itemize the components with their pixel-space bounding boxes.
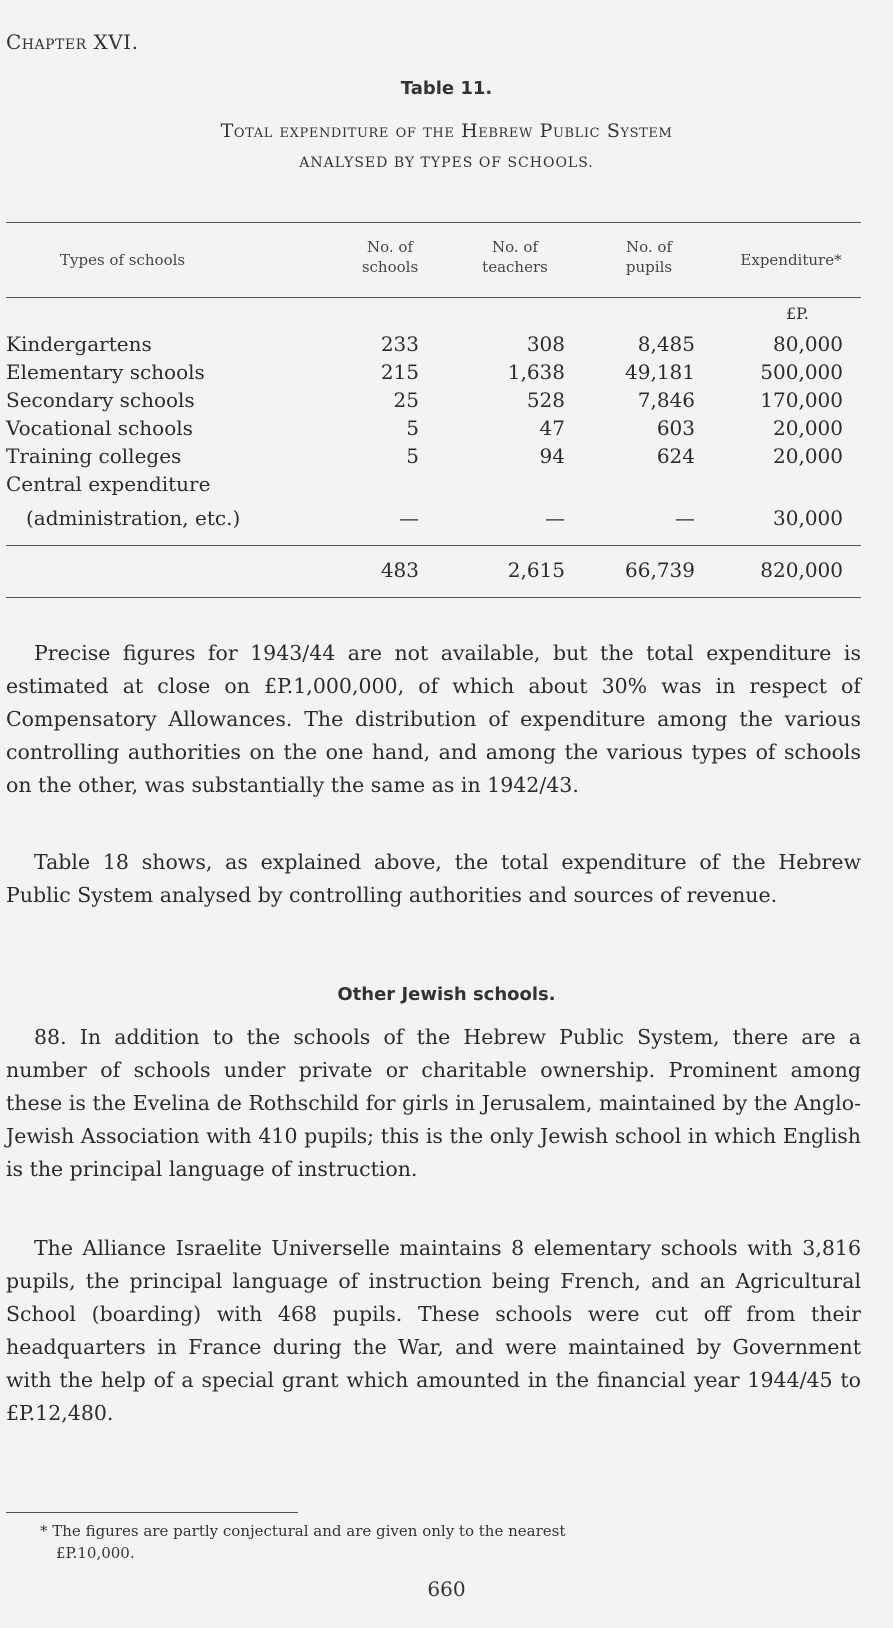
chapter-heading: Chapter XVI.	[6, 30, 139, 54]
table-row: Training colleges 5 94 624 20,000	[6, 444, 843, 468]
table-row: Central expenditure	[6, 472, 211, 496]
table-row: Kindergartens 233 308 8,485 80,000	[6, 332, 843, 356]
paragraph-table-18: Table 18 shows, as explained above, the total expenditure of the Hebrew Public System analysed by controlling authorities and sources of revenue.	[6, 850, 861, 907]
footnote: * The figures are partly conjectural and are given only to the nearest £P.10,000.	[40, 1522, 566, 1562]
table-row: (administration, etc.) — — — 30,000	[26, 506, 843, 530]
table-row: Elementary schools 215 1,638 49,181 500,000	[6, 360, 843, 384]
paragraph-precise-figures: Precise figures for 1943/44 are not available, but the total expenditure is estimated at close on £P.1,000,000, of which about 30% was in respect of Compensatory Allowances. The distribution of expenditure among the various controlling authorities on the one hand, and among the various types of schools on the other, was substantially the same as in 1942/43.	[6, 641, 861, 797]
header-no-of-schools: No. of schools	[361, 238, 419, 276]
table-row: Secondary schools 25 528 7,846 170,000	[6, 388, 843, 412]
table-label: Table 11.	[400, 78, 493, 99]
table-top-rule	[6, 222, 861, 223]
section-heading: Other Jewish schools.	[337, 984, 556, 1005]
table-row: Vocational schools 5 47 603 20,000	[6, 416, 843, 440]
paragraph-88: 88. In addition to the schools of the Hebrew Public System, there are a number of schools under private or charitable ownership. Prominent among these is the Evelina de Rothschild for girls in Jerusalem, maintained by the Anglo-Jewish Association with 410 pupils; this is the only Jewish school in which English is the principal language of instruction.	[6, 1025, 861, 1181]
paragraph-alliance: The Alliance Israelite Universelle maintains 8 elementary schools with 3,816 pupils, the principal language of instruction being French, and an Agricultural School (boarding) with 468 pupils. These schools were cut off from their headquarters in France during the War, and were maintained by Government with the help of a special grant which amounted in the financial year 1944/45 to £P.12,480.	[6, 1236, 861, 1425]
table-bottom-rule	[6, 597, 861, 598]
table-title: Total expenditure of the Hebrew Public System	[220, 120, 673, 142]
table-subtitle: ANALYSED BY TYPES OF SCHOOLS.	[299, 155, 594, 171]
header-no-of-pupils: No. of pupils	[625, 238, 673, 276]
table-total-row: 483 2,615 66,739 820,000	[380, 558, 843, 582]
header-no-of-teachers: No. of teachers	[482, 238, 548, 276]
header-expenditure: Expenditure*	[740, 251, 842, 269]
expenditure-unit: £P.	[786, 304, 809, 323]
page-number: 660	[427, 1577, 466, 1601]
table-header-rule	[6, 297, 861, 298]
header-types-of-schools: Types of schools	[60, 251, 186, 269]
footnote-rule	[6, 1512, 298, 1513]
table-total-rule	[6, 545, 861, 546]
